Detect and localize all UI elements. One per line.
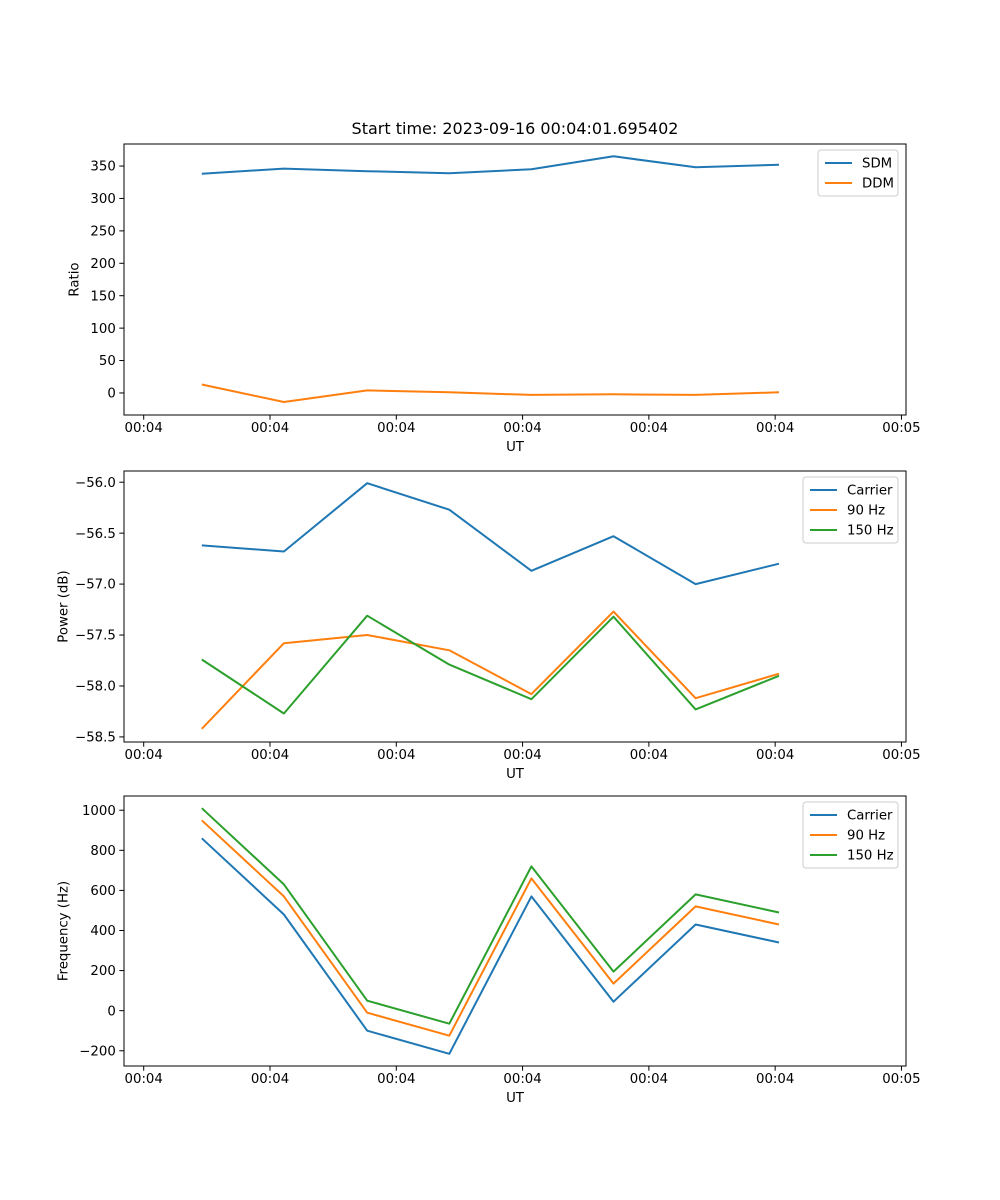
legend: [803, 477, 898, 543]
y-tick-label: −56.5: [75, 526, 116, 542]
x-tick-label: 00:04: [250, 747, 290, 763]
y-tick-label: −57.5: [75, 628, 116, 644]
x-tick-label: 00:05: [882, 1071, 921, 1087]
ratio-plot: [68, 144, 921, 455]
x-tick-label: 00:04: [503, 1071, 542, 1087]
y-tick-label: 1000: [81, 803, 116, 819]
carrier-line: [202, 483, 779, 584]
x-tick-label: 00:04: [124, 747, 163, 763]
y-tick-label: −58.0: [75, 679, 116, 695]
x-tick-label: 00:04: [503, 747, 542, 763]
x-tick-label: 00:04: [124, 420, 163, 436]
y-axis-label: Power (dB): [56, 570, 72, 643]
legend-label-150-hz: 150 Hz: [847, 848, 894, 864]
y-tick-label: 350: [90, 159, 116, 175]
sdm-line: [202, 156, 779, 174]
y-tick-label: 200: [90, 964, 116, 980]
x-axis-label: UT: [506, 439, 524, 455]
y-tick-label: 800: [90, 843, 116, 859]
x-tick-label: 00:05: [882, 420, 921, 436]
y-tick-label: −57.0: [75, 577, 116, 593]
y-tick-label: 100: [90, 321, 116, 337]
y-tick-label: 0: [107, 1004, 116, 1020]
y-tick-label: 400: [90, 924, 116, 940]
y-tick-label: 200: [90, 256, 116, 272]
y-tick-label: 600: [90, 884, 116, 900]
y-tick-label: 50: [98, 354, 116, 370]
y-tick-label: −58.5: [75, 730, 116, 746]
y-tick-label: 250: [90, 224, 116, 240]
y-axis-label: Frequency (Hz): [56, 880, 72, 982]
150-hz-line: [202, 808, 779, 1024]
y-tick-label: 300: [90, 192, 116, 208]
figure-title: Start time: 2023-09-16 00:04:01.695402: [351, 119, 679, 138]
x-tick-label: 00:05: [882, 747, 921, 763]
y-tick-label: 150: [90, 289, 116, 305]
x-tick-label: 00:04: [629, 1071, 669, 1087]
y-tick-label: −200: [79, 1044, 116, 1060]
y-tick-label: −56.0: [75, 475, 116, 491]
x-tick-label: 00:04: [377, 420, 416, 436]
x-tick-label: 00:04: [503, 420, 542, 436]
ddm-line: [202, 385, 779, 403]
legend-label-90-hz: 90 Hz: [847, 503, 886, 519]
legend-label-sdm: SDM: [862, 156, 893, 172]
x-tick-label: 00:04: [755, 747, 795, 763]
x-tick-label: 00:04: [250, 420, 290, 436]
plot-frame: [124, 471, 906, 742]
legend-label-ddm: DDM: [862, 176, 894, 192]
x-tick-label: 00:04: [629, 747, 669, 763]
x-tick-label: 00:04: [377, 747, 416, 763]
frequency-plot: [57, 796, 921, 1106]
legend-label-carrier: Carrier: [847, 483, 893, 499]
legend: [818, 150, 898, 196]
x-tick-label: 00:04: [755, 1071, 795, 1087]
legend-label-150-hz: 150 Hz: [847, 523, 894, 539]
x-tick-label: 00:04: [629, 420, 669, 436]
150-hz-line: [202, 616, 779, 714]
plot-frame: [124, 796, 906, 1066]
x-tick-label: 00:04: [124, 1071, 163, 1087]
x-tick-label: 00:04: [250, 1071, 290, 1087]
power-plot: [57, 471, 921, 782]
y-axis-label: Ratio: [67, 262, 83, 297]
x-tick-label: 00:04: [755, 420, 795, 436]
90-hz-line: [202, 612, 779, 729]
legend: [803, 802, 898, 868]
x-axis-label: UT: [506, 766, 524, 782]
y-tick-label: 0: [107, 386, 116, 402]
x-tick-label: 00:04: [377, 1071, 416, 1087]
x-axis-label: UT: [506, 1090, 524, 1106]
legend-label-90-hz: 90 Hz: [847, 828, 886, 844]
legend-label-carrier: Carrier: [847, 808, 893, 824]
plot-frame: [124, 144, 906, 415]
